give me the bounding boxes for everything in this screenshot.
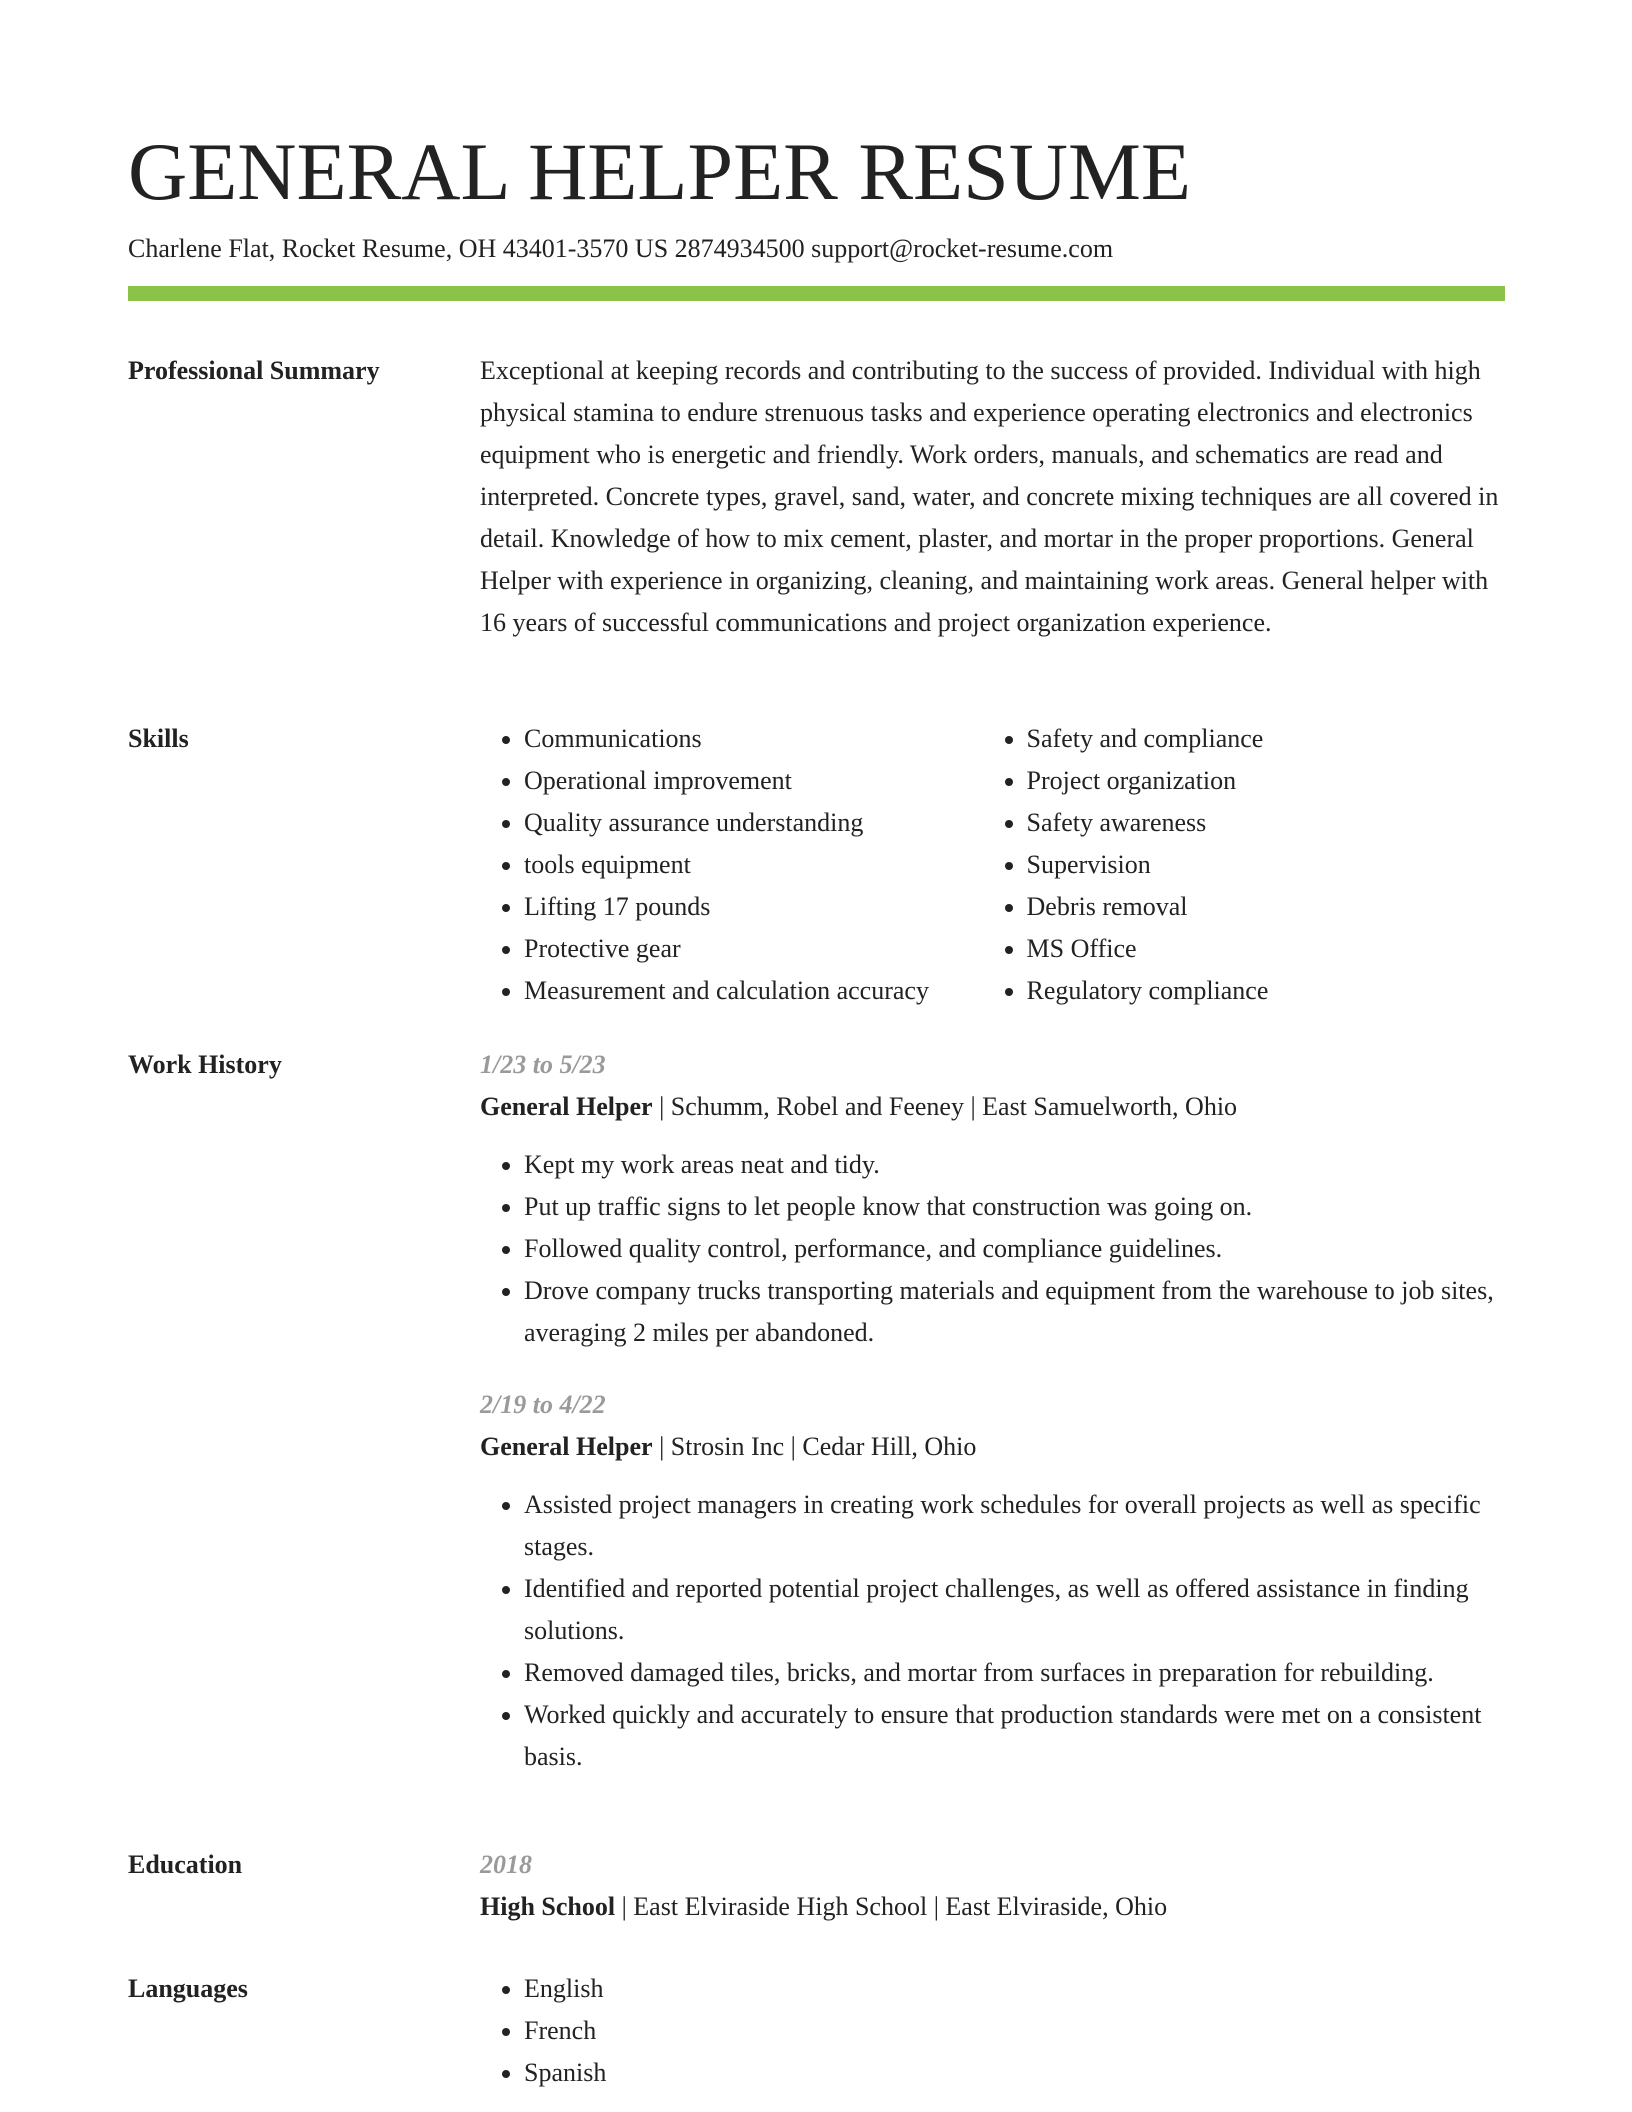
skill-item: • Lifting 17 pounds xyxy=(524,886,983,928)
accent-divider xyxy=(128,286,1505,301)
contact-info: Charlene Flat, Rocket Resume, OH 43401-3570 US 2874934500 support@rocket-resume.com xyxy=(128,234,1114,263)
education-date: 2018 xyxy=(480,1850,532,1879)
skill-item: • Regulatory compliance xyxy=(1027,970,1505,1012)
language-item: • English xyxy=(524,1968,1505,2010)
education-body xyxy=(480,1844,1505,1928)
languages-list xyxy=(480,1968,1505,2094)
languages-label: Languages xyxy=(128,1974,248,2003)
job-heading xyxy=(480,1086,1505,1128)
job-title: General Helper xyxy=(480,1432,653,1461)
job-bullet-list xyxy=(480,1484,1505,1778)
work-history-body xyxy=(480,1044,1505,1778)
job-heading xyxy=(480,1426,1505,1468)
job-employer-location: | Schumm, Robel and Feeney | East Samuelworth, Ohio xyxy=(652,1092,1238,1121)
work-history-label: Work History xyxy=(128,1050,282,1079)
job-date: 2/19 to 4/22 xyxy=(480,1390,606,1419)
skill-item: • Protective gear xyxy=(524,928,983,970)
skill-item: • Quality assurance understanding xyxy=(524,802,983,844)
job-bullet: • Drove company trucks transporting materials and equipment from the warehouse to job sites, averaging 2 miles per abandoned. xyxy=(524,1270,1505,1354)
education-heading xyxy=(480,1886,1505,1928)
skill-item: • tools equipment xyxy=(524,844,983,886)
skills-list-left xyxy=(480,718,983,1012)
job-bullet: • Assisted project managers in creating work schedules for overall projects as well as specific stages. xyxy=(524,1484,1505,1568)
job-bullet: • Identified and reported potential project challenges, as well as offered assistance in finding solutions. xyxy=(524,1568,1505,1652)
education-school-location: | East Elviraside High School | East Elviraside, Ohio xyxy=(615,1892,1168,1921)
job-bullet: • Removed damaged tiles, bricks, and mortar from surfaces in preparation for rebuilding. xyxy=(524,1652,1505,1694)
job-bullet: • Kept my work areas neat and tidy. xyxy=(524,1144,1505,1186)
resume-title: GENERAL HELPER RESUME xyxy=(128,126,1191,217)
job-bullet: • Worked quickly and accurately to ensure that production standards were met on a consistent basis. xyxy=(524,1694,1505,1778)
summary-text: Exceptional at keeping records and contributing to the success of provided. Individual with high physical stamina to endure strenuous tasks and experience operating electronics and electronics equipment who is energetic and friendly. Work orders, manuals, and schematics are read and interpreted. Concrete types, gravel, sand, water, and concrete mixing techniques are all covered in detail. Knowledge of how to mix cement, plaster, and mortar in the proper proportions. General Helper with experience in organizing, cleaning, and maintaining work areas. General helper with 16 years of successful communications and project organization experience. xyxy=(480,356,1499,637)
skill-item: • MS Office xyxy=(1027,928,1505,970)
job-date: 1/23 to 5/23 xyxy=(480,1050,606,1079)
job-bullet: • Followed quality control, performance, and compliance guidelines. xyxy=(524,1228,1505,1270)
skill-item: • Supervision xyxy=(1027,844,1505,886)
skill-item: • Project organization xyxy=(1027,760,1505,802)
job-bullet: • Put up traffic signs to let people know that construction was going on. xyxy=(524,1186,1505,1228)
job-employer-location: | Strosin Inc | Cedar Hill, Ohio xyxy=(652,1432,977,1461)
language-item: • Spanish xyxy=(524,2052,1505,2094)
summary-label: Professional Summary xyxy=(128,356,380,385)
education-label: Education xyxy=(128,1850,243,1879)
skills-body xyxy=(480,718,1505,1012)
skill-item: • Communications xyxy=(524,718,983,760)
job-bullet-list xyxy=(480,1144,1505,1354)
job-entry xyxy=(480,1384,1505,1778)
languages-body xyxy=(480,1968,1505,2094)
skill-item: • Debris removal xyxy=(1027,886,1505,928)
education-degree: High School xyxy=(480,1892,616,1921)
summary-body xyxy=(480,350,1505,644)
skill-item: • Measurement and calculation accuracy xyxy=(524,970,983,1012)
skills-label: Skills xyxy=(128,724,189,753)
skill-item: • Safety awareness xyxy=(1027,802,1505,844)
job-title: General Helper xyxy=(480,1092,653,1121)
skills-columns xyxy=(480,718,1505,1012)
skill-item: • Operational improvement xyxy=(524,760,983,802)
skill-item: • Safety and compliance xyxy=(1027,718,1505,760)
language-item: • French xyxy=(524,2010,1505,2052)
skills-list-right xyxy=(983,718,1505,1012)
job-entry xyxy=(480,1044,1505,1354)
